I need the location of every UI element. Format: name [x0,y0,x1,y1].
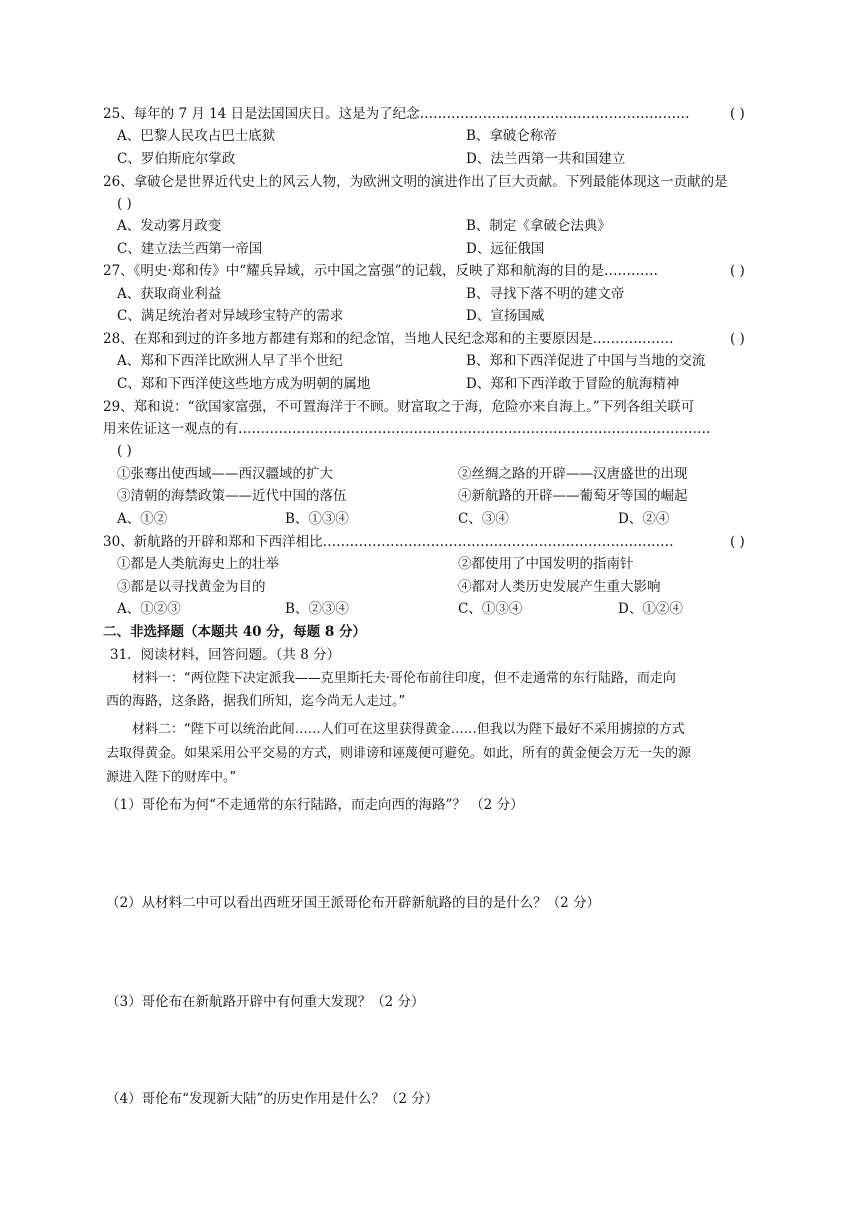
question-29-stem-continued: 用来佐证这一观点的有…………………………………………………………………………………………… [103,421,711,437]
question-30-option-c: C、①③④ [458,601,523,617]
material-2-line-2: 去取得黄金。如果采用公平交易的方式，则诽谤和诬蔑便可避免。如此，所有的黄金便会万无一失的源 [106,746,692,761]
question-29-stem: 29、郑和说：“欲国家富强，不可置海洋于不顾。财富取之于海，危险亦来自海上。”下列各组关联可 [103,399,695,415]
question-28-option-b: B、郑和下西洋促进了中国与当地的交流 [466,353,706,369]
question-30-stem: 30、新航路的开辟和郑和下西洋相比…………………………………………………………………… [103,534,674,550]
question-29-statement-2: ②丝绸之路的开辟——汉唐盛世的出现 [458,466,688,482]
question-27-option-a: A、获取商业利益 [117,286,222,302]
question-31-part-4: （4）哥伦布“发现新大陆”的历史作用是什么？（2 分） [106,1091,439,1107]
question-30-statement-3: ③都是以寻找黄金为目的 [117,579,266,595]
question-28-option-d: D、郑和下西洋敢于冒险的航海精神 [466,376,680,392]
question-28-stem: 28、在郑和到过的许多地方都建有郑和的纪念馆，当地人民纪念郑和的主要原因是……………… [103,331,674,347]
question-27-answer-blank: ( ) [730,263,745,279]
question-27-option-b: B、寻找下落不明的建文帝 [466,286,625,302]
question-29-statement-4: ④新航路的开辟——葡萄牙等国的崛起 [458,488,688,504]
question-27-option-c: C、满足统治者对异域珍宝特产的需求 [117,308,344,324]
material-2-line-1: 材料二：“陛下可以统治此间……人们可在这里获得黄金……但我以为陛下最好不采用掳掠的方式 [132,722,685,737]
question-30-statement-4: ④都对人类历史发展产生重大影响 [458,579,661,595]
question-25-answer-blank: ( ) [730,106,745,122]
question-29-option-a: A、①② [117,511,168,527]
question-25-option-c: C、罗伯斯庇尔掌政 [117,151,236,167]
question-29-option-d: D、②④ [618,511,670,527]
question-27-stem: 27、《明史·郑和传》中“耀兵异域，示中国之富强”的记载，反映了郑和航海的目的是………… [103,263,659,279]
question-28-option-c: C、郑和下西洋使这些地方成为明朝的属地 [117,376,371,392]
question-30-option-b: B、②③④ [285,601,349,617]
question-31-stem: 31．阅读材料，回答问题。（共 8 分） [110,647,341,663]
question-31-part-3: （3）哥伦布在新航路开辟中有何重大发现？（2 分） [106,994,425,1010]
question-31-part-2: （2）从材料二中可以看出西班牙国王派哥伦布开辟新航路的目的是什么？（2 分） [106,895,600,911]
question-26-option-c: C、建立法兰西第一帝国 [117,241,263,257]
question-27-option-d: D、宣扬国威 [466,308,545,324]
question-26-option-d: D、远征俄国 [466,241,545,257]
material-2-line-3: 源进入陛下的财库中。” [106,770,237,785]
question-26-option-b: B、制定《拿破仑法典》 [466,218,611,234]
question-26-stem: 26、拿破仑是世界近代史上的风云人物，为欧洲文明的演进作出了巨大贡献。下列最能体现这一贡献的是 [103,174,728,190]
question-29-option-b: B、①③④ [285,511,349,527]
question-25-option-a: A、巴黎人民攻占巴士底狱 [117,128,276,144]
material-1-line-2: 西的海路，这条路，据我们所知，迄今尚无人走过。” [106,694,406,709]
question-29-statement-1: ①张骞出使西域——西汉疆域的扩大 [117,466,333,482]
question-29-option-c: C、③④ [458,511,509,527]
question-30-answer-blank: ( ) [730,534,745,550]
material-1-line-1: 材料一：“两位陛下决定派我——克里斯托夫·哥伦布前往印度，但不走通常的东行陆路，而走向 [132,671,676,686]
question-29-statement-3: ③清朝的海禁政策——近代中国的落伍 [117,488,347,504]
question-25-stem: 25、每年的 7 月 14 日是法国国庆日。这是为了纪念…………………………………………………… [103,106,690,122]
section-2-heading: 二、非选择题（本题共 40 分，每题 8 分） [103,624,366,640]
question-25-option-b: B、拿破仑称帝 [466,128,557,144]
question-31-part-1: （1）哥伦布为何“不走通常的东行陆路，而走向西的海路”？ （2 分） [106,797,524,813]
question-28-option-a: A、郑和下西洋比欧洲人早了半个世纪 [117,353,343,369]
question-30-statement-1: ①都是人类航海史上的壮举 [117,556,279,572]
question-30-option-a: A、①②③ [117,601,181,617]
question-28-answer-blank: ( ) [730,331,745,347]
question-30-option-d: D、①②④ [618,601,683,617]
question-29-answer-blank: ( ) [117,443,132,459]
question-25-option-d: D、法兰西第一共和国建立 [466,151,626,167]
question-30-statement-2: ②都使用了中国发明的指南针 [458,556,634,572]
question-26-answer-blank: ( ) [117,196,132,212]
question-26-option-a: A、发动雾月政变 [117,218,222,234]
